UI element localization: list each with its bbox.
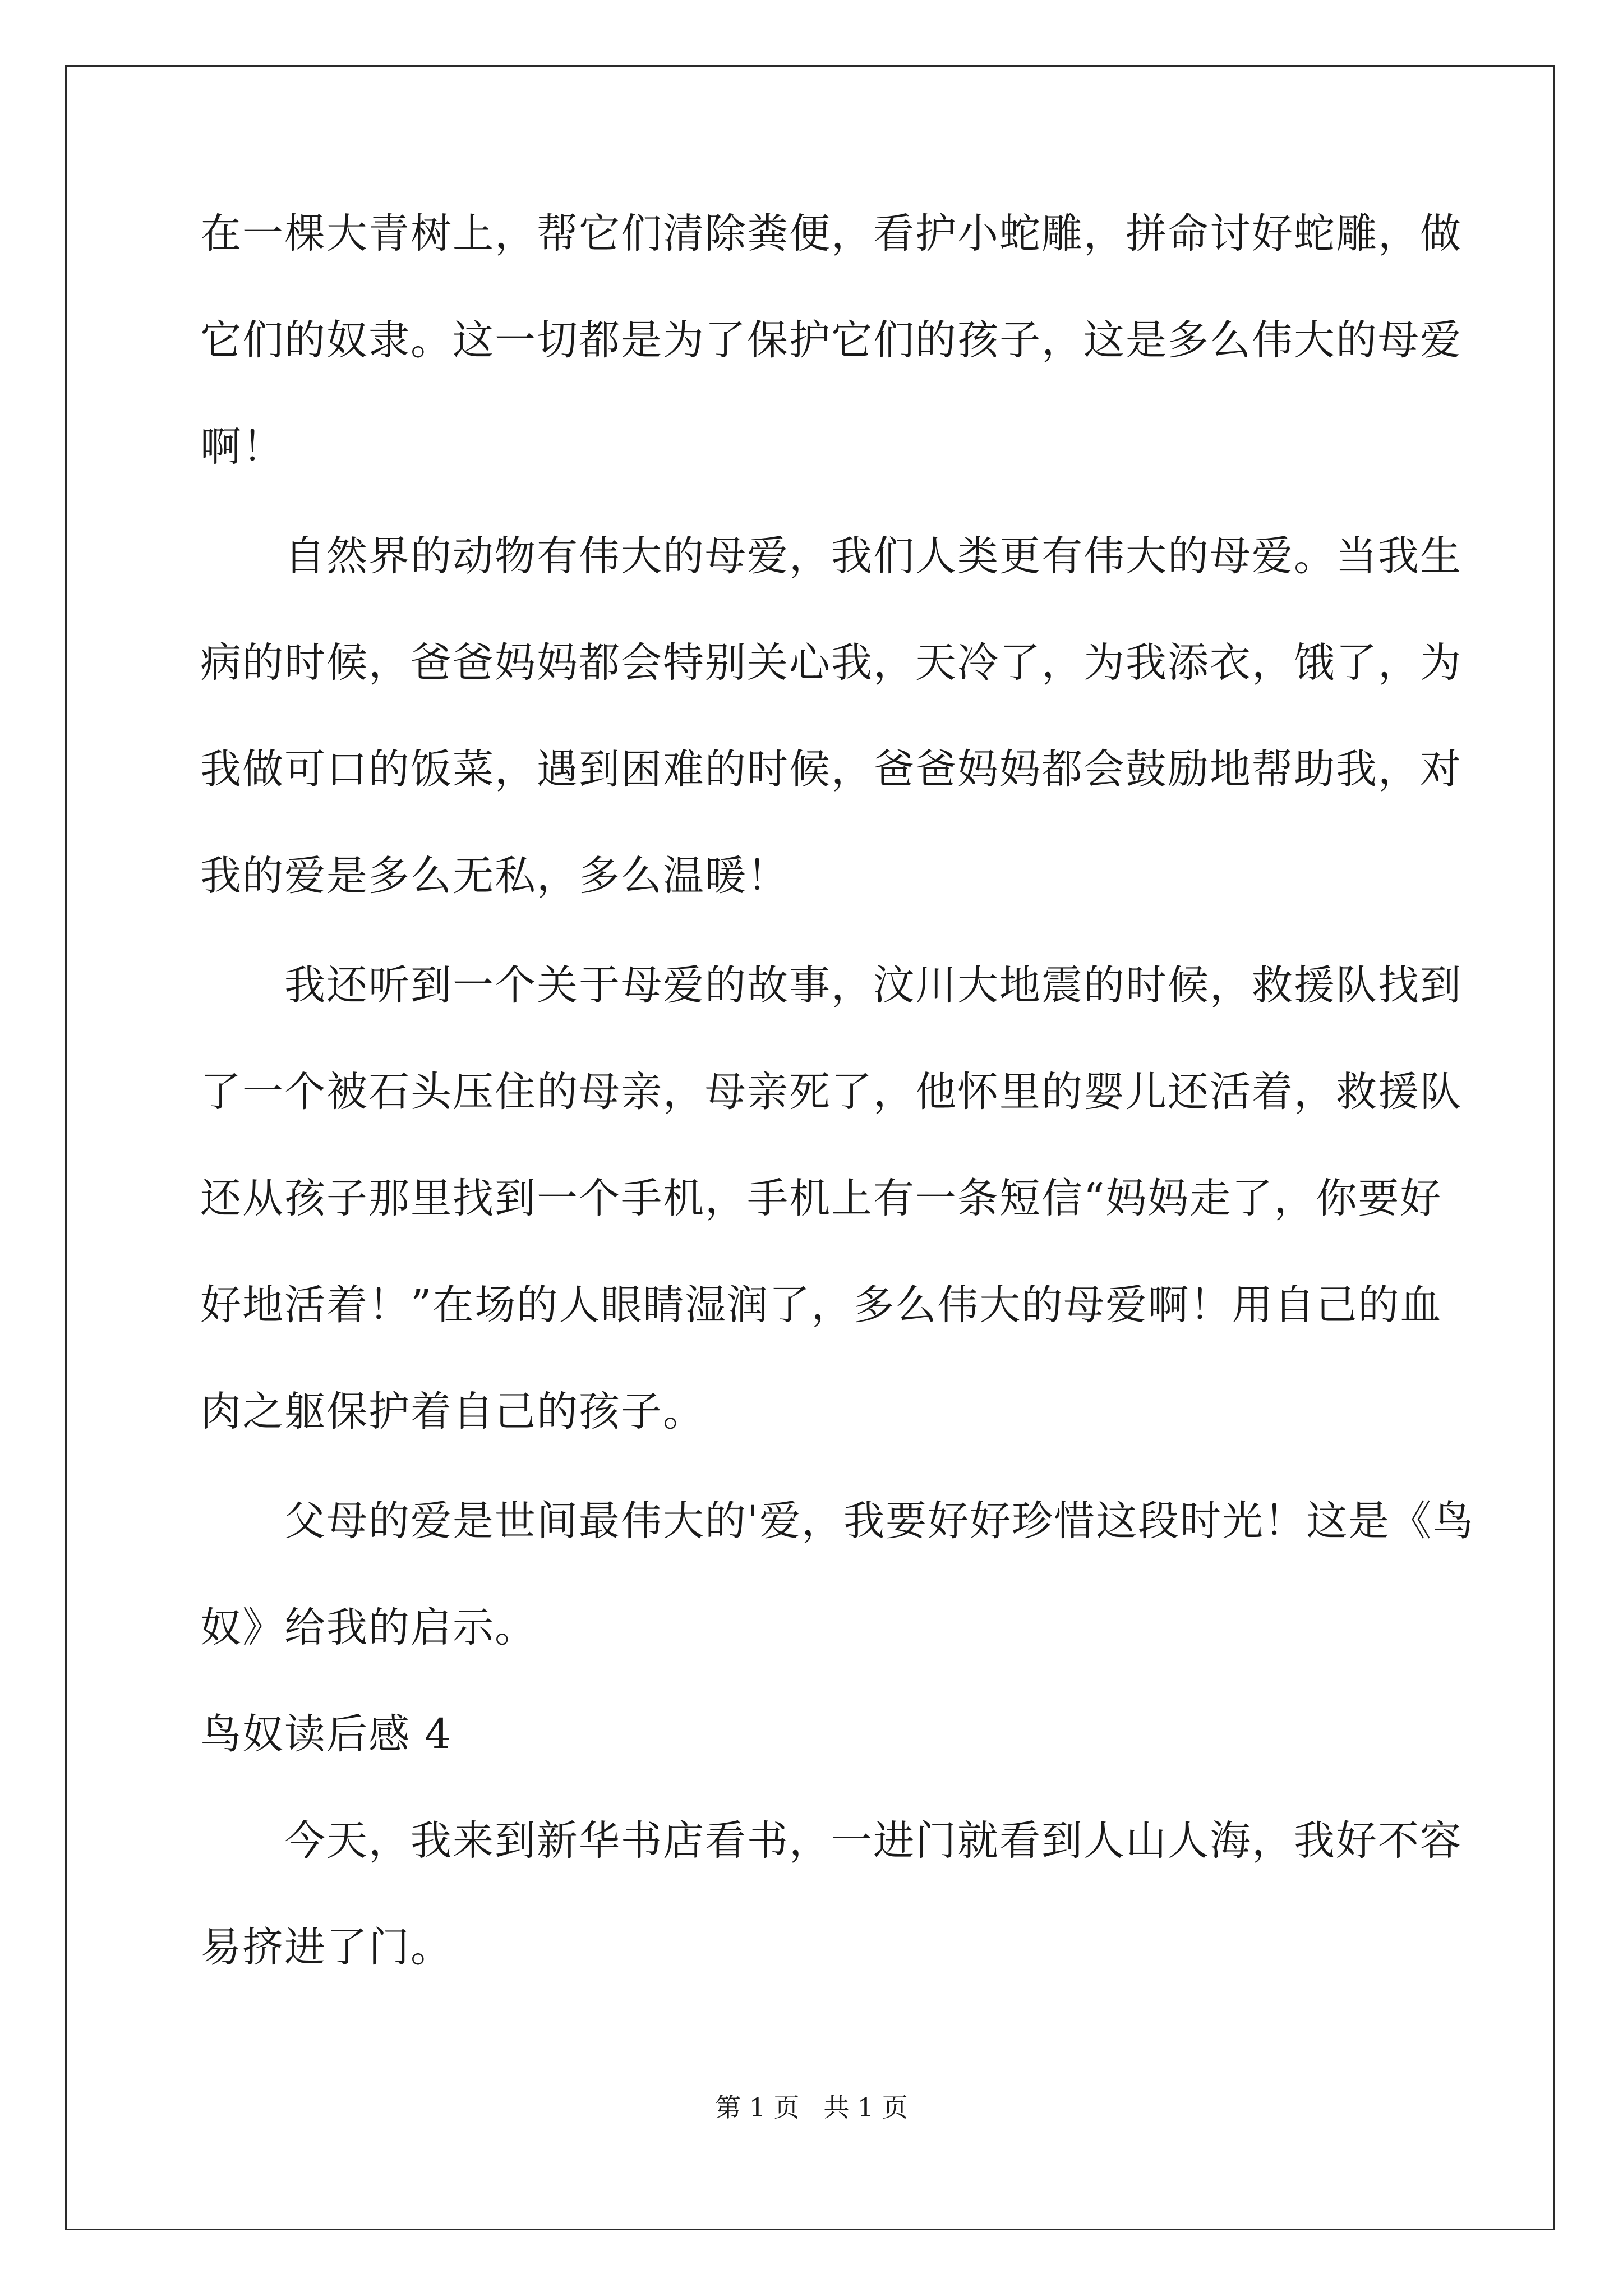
page-total: 共 1 页 [823, 2092, 908, 2123]
text-line: 我还听到一个关于母爱的故事，汶川大地震的时候，救援队找到 [200, 961, 1462, 1009]
text-line: 病的时候，爸爸妈妈都会特别关心我，天冷了，为我添衣，饿了，为 [200, 639, 1462, 687]
text-line: 易挤进了门。 [200, 1924, 453, 1971]
text-line: 奴》给我的启示。 [200, 1604, 537, 1651]
text-line: 我的爱是多么无私，多么温暖！ [200, 852, 789, 900]
text-line: 父母的爱是世间最伟大的'爱，我要好好珍惜这段时光！这是《鸟 [200, 1497, 1475, 1545]
text-line: 了一个被石头压住的母亲，母亲死了，他怀里的婴儿还活着，救援队 [200, 1068, 1462, 1116]
text-line: 它们的奴隶。这一切都是为了保护它们的孩子，这是多么伟大的母爱 [200, 316, 1462, 364]
page-footer [0, 2093, 1623, 2122]
text-line: 啊！ [200, 423, 284, 471]
text-line: 我做可口的饭菜，遇到困难的时候，爸爸妈妈都会鼓励地帮助我，对 [200, 746, 1462, 793]
text-line: 肉之躯保护着自己的孩子。 [200, 1388, 705, 1435]
document-body [200, 210, 1475, 1971]
text-line: 在一棵大青树上，帮它们清除粪便，看护小蛇雕，拼命讨好蛇雕，做 [200, 210, 1462, 257]
text-line: 今天，我来到新华书店看书，一进门就看到人山人海，我好不容 [200, 1817, 1462, 1865]
text-line: 还从孩子那里找到一个手机，手机上有一条短信“妈妈走了，你要好 [200, 1175, 1442, 1222]
page-number: 第 1 页 [715, 2092, 800, 2123]
section-heading: 鸟奴读后感 4 [200, 1710, 452, 1758]
text-line: 自然界的动物有伟大的母爱，我们人类更有伟大的母爱。当我生 [200, 532, 1462, 580]
text-line: 好地活着！”在场的人眼睛湿润了，多么伟大的母爱啊！用自己的血 [200, 1281, 1442, 1329]
